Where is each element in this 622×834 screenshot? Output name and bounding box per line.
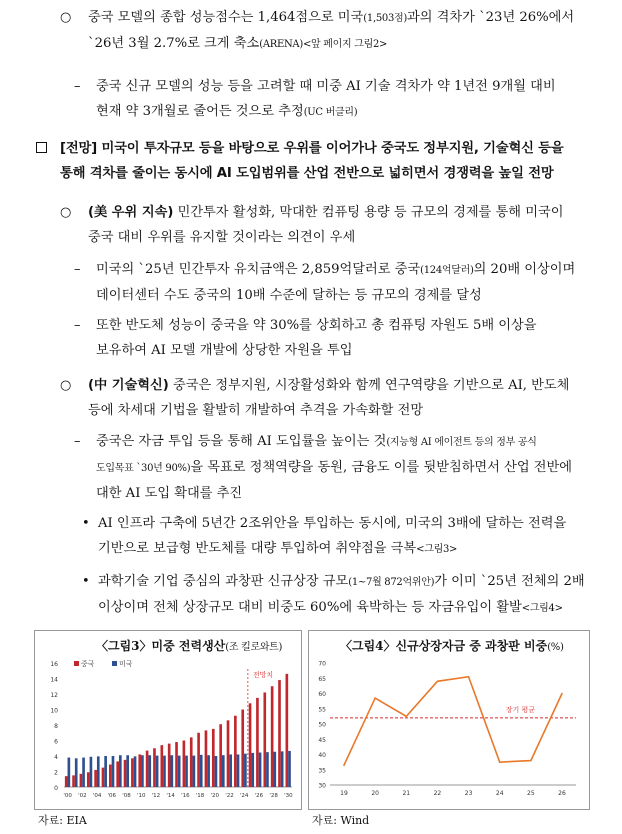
dot-bullet: • — [82, 574, 90, 589]
x-tick-label: '04 — [92, 793, 102, 799]
bar-us — [288, 751, 291, 787]
figure3-source: 자료: EIA — [38, 814, 87, 827]
bar-us — [178, 756, 181, 787]
bar-china — [190, 737, 193, 787]
figure4-source: 자료: Wind — [312, 814, 370, 827]
square-bullet — [36, 142, 47, 153]
bar-us — [237, 754, 240, 787]
y-tick-label: 4 — [54, 754, 58, 761]
x-tick-label: '16 — [181, 793, 190, 799]
series-line — [344, 677, 562, 765]
dot-text: AI 인프라 구축에 5년간 2조위안을 투입하는 동시에, 미국의 3배에 달하는 전력을 기반으로 보급형 반도체를 대량 투입하여 취약점을 극복<그림3> — [98, 516, 567, 556]
circle-bullet: ○ — [60, 205, 72, 220]
bar-us — [185, 756, 188, 787]
bar-china — [219, 724, 222, 787]
series-point — [468, 676, 470, 678]
x-tick-label: '12 — [151, 793, 161, 799]
dash-bullet: – — [74, 318, 81, 333]
bar-us — [281, 751, 284, 787]
bar-china — [249, 703, 252, 787]
figure4-chart — [310, 655, 586, 805]
bar-china — [205, 730, 208, 787]
bullet-text: (中 기술혁신) 중국은 정부지원, 시장활성화와 함께 연구역량을 기반으로 AI, 반도체 등에 차세대 기법을 활발히 개발하여 추격을 가속화할 전망 — [88, 378, 570, 418]
bar-china — [183, 741, 186, 788]
x-tick-label: '20 — [210, 793, 220, 799]
y-tick-label: 50 — [318, 721, 326, 729]
bar-us — [207, 755, 210, 787]
y-tick-label: 10 — [50, 707, 58, 715]
dash-text: 중국 신규 모델의 성능 등을 고려할 때 미중 AI 기술 격차가 약 1년전 9개월 대비 현재 약 3개월로 줄어든 것으로 추정(UC 버클리) — [96, 79, 556, 119]
y-tick-label: 70 — [318, 660, 326, 668]
x-tick-label: 24 — [495, 790, 504, 797]
dot-text: 과학기술 기업 중심의 과창판 신규상장 규모(1~7월 872억위안)가 이미 `25년 전체의 2배 이상이며 전체 상장규모 대비 비중도 60%에 육박하는 등 자금유입이 활발<그림4> — [98, 574, 585, 615]
x-tick-label: '02 — [78, 793, 87, 799]
bar-us — [156, 756, 159, 787]
bar-china — [94, 770, 97, 787]
bar-us — [222, 755, 225, 787]
section-heading: [전망] 미국이 투자규모 등을 바탕으로 우위를 이어가나 중국도 정부지원, 기술혁신 등을 통해 격차를 줄이는 동시에 AI 도입범위를 산업 전반으로 넓히면서 경쟁력을 높일 전망 — [60, 141, 564, 181]
dash-bullet: – — [74, 79, 81, 94]
series-point — [437, 681, 439, 683]
bar-china — [72, 775, 75, 787]
circle-bullet: ○ — [60, 378, 72, 393]
forecast-label: 전망치 — [252, 671, 274, 679]
bar-china — [153, 748, 156, 787]
bar-china — [168, 744, 171, 787]
bar-china — [256, 698, 259, 787]
bar-us — [163, 756, 166, 787]
bar-china — [241, 710, 244, 788]
bar-us — [215, 756, 218, 787]
bar-us — [141, 755, 144, 787]
bar-us — [259, 753, 262, 787]
bar-us — [148, 755, 151, 787]
bar-us — [273, 752, 276, 787]
series-point — [530, 760, 532, 762]
dash-text: 또한 반도체 성능이 중국을 약 30%를 상회하고 총 컴퓨팅 자원도 5배 이상을 보유하여 AI 모델 개발에 상당한 자원을 투입 — [96, 318, 537, 358]
bar-us — [244, 754, 247, 787]
bar-china — [65, 776, 68, 787]
bar-us — [68, 758, 71, 787]
y-tick-label: 40 — [318, 752, 326, 759]
bar-china — [271, 686, 274, 787]
series-point — [405, 716, 407, 718]
bar-us — [82, 758, 85, 787]
reference-label: 장기 평균 — [505, 705, 535, 714]
y-tick-label: 0 — [54, 785, 58, 792]
bar-china — [286, 674, 289, 787]
dash-bullet: – — [74, 262, 81, 277]
bar-china — [102, 768, 105, 787]
series-point — [343, 764, 345, 766]
dash-bullet: – — [74, 434, 81, 449]
bar-china — [197, 733, 200, 787]
y-tick-label: 35 — [318, 767, 326, 775]
legend-label: 중국 — [81, 660, 95, 668]
x-tick-label: 21 — [402, 790, 411, 797]
bar-us — [104, 756, 107, 787]
bar-china — [116, 761, 119, 787]
bar-us — [75, 758, 78, 787]
bar-china — [146, 751, 149, 787]
bullet-text: 중국 모델의 종합 성능점수는 1,464점으로 미국(1,503점)과의 격차가 `23년 26%에서 `26년 3월 2.7%로 크게 축소(ARENA)<앞 페이지 그림2> — [88, 10, 575, 51]
x-tick-label: 26 — [558, 790, 566, 797]
y-tick-label: 16 — [50, 661, 58, 668]
y-tick-label: 2 — [54, 769, 58, 777]
series-point — [499, 761, 501, 763]
x-tick-label: '30 — [284, 793, 293, 799]
figure4-title: 〈그림4〉신규상장자금 중 과창판 비중(%) — [340, 639, 564, 653]
y-tick-label: 30 — [318, 782, 326, 790]
x-tick-label: 19 — [340, 790, 348, 797]
bar-china — [227, 720, 230, 787]
bar-us — [119, 755, 122, 787]
circle-bullet: ○ — [60, 10, 72, 25]
bar-china — [131, 758, 134, 787]
y-tick-label: 65 — [318, 675, 326, 683]
bar-us — [90, 757, 93, 787]
series-point — [561, 693, 563, 695]
series-point — [374, 697, 376, 699]
bar-china — [175, 742, 178, 787]
y-tick-label: 14 — [50, 676, 58, 684]
bar-us — [97, 756, 100, 787]
bar-us — [200, 755, 203, 787]
x-tick-label: '26 — [254, 793, 264, 799]
bar-us — [229, 754, 232, 787]
x-tick-label: '22 — [225, 793, 234, 799]
bar-china — [109, 765, 112, 787]
bar-china — [212, 729, 215, 787]
legend-label: 미국 — [119, 660, 133, 668]
bar-us — [112, 756, 115, 787]
y-tick-label: 12 — [50, 692, 58, 699]
dot-bullet: • — [82, 516, 90, 531]
legend-swatch — [112, 661, 117, 666]
bar-china — [138, 754, 141, 787]
x-tick-label: '06 — [107, 793, 117, 799]
bullet-text: (美 우위 지속) 민간투자 활성화, 막대한 컴퓨팅 용량 등 규모의 경제를 통해 미국이 중국 대비 우위를 유지할 것이라는 의견이 우세 — [88, 205, 564, 245]
dash-text: 미국의 `25년 민간투자 유치금액은 2,859억달러로 중국(124억달러)의 20배 이상이며 데이터센터 수도 중국의 10배 수준에 달하는 등 규모의 경제를 달성 — [96, 262, 576, 303]
legend-swatch — [74, 661, 79, 666]
x-tick-label: 25 — [527, 790, 535, 797]
bar-china — [234, 716, 237, 787]
y-tick-label: 55 — [318, 706, 326, 714]
x-tick-label: '08 — [122, 793, 131, 799]
x-tick-label: 20 — [371, 790, 379, 797]
bar-china — [124, 760, 127, 787]
y-tick-label: 8 — [54, 723, 58, 730]
x-tick-label: '18 — [195, 793, 205, 799]
bar-us — [266, 752, 269, 787]
bar-us — [170, 755, 173, 787]
bar-china — [160, 745, 163, 787]
y-tick-label: 6 — [54, 738, 58, 746]
x-tick-label: '28 — [269, 793, 278, 799]
x-tick-label: 22 — [433, 790, 442, 797]
figure3-title: 〈그림3〉미중 전력생산(조 킬로와트) — [96, 639, 283, 653]
bar-us — [193, 756, 196, 787]
x-tick-label: '14 — [166, 793, 175, 799]
bar-us — [251, 753, 254, 787]
x-tick-label: 23 — [464, 790, 473, 797]
bar-china — [278, 680, 281, 787]
dash-text: 중국은 자금 투입 등을 통해 AI 도입률을 높이는 것(지능형 AI 에이전트 등의 정부 공식 도입목표 `30년 90%)을 목표로 정책역량을 동원, 금융도 이를 뒷받침하면서 산업 전반에 대한 AI 도입 확대를 추진 — [96, 434, 572, 501]
bar-china — [87, 772, 90, 787]
x-tick-label: '10 — [136, 793, 146, 799]
bar-us — [126, 755, 129, 787]
x-tick-label: '24 — [239, 793, 249, 799]
bar-china — [80, 774, 83, 787]
y-tick-label: 60 — [318, 691, 326, 698]
y-tick-label: 45 — [318, 736, 326, 744]
bar-us — [134, 756, 137, 787]
x-tick-label: '00 — [63, 793, 72, 799]
figure3-chart — [36, 655, 298, 805]
bar-china — [263, 692, 266, 787]
